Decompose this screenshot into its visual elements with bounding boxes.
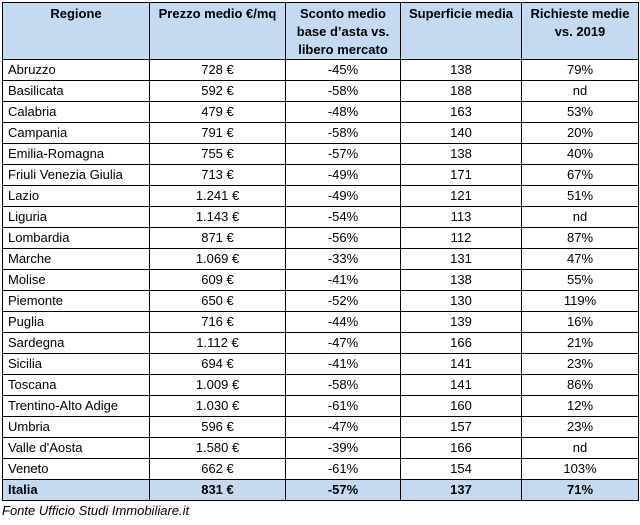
table-row [3,291,639,312]
cell-richieste: nd [522,438,639,459]
cell-superficie: 113 [401,207,522,228]
cell-regione: Molise [3,270,150,291]
cell-superficie: 138 [401,60,522,81]
cell-regione: Lazio [3,186,150,207]
cell-superficie: 138 [401,270,522,291]
data-table-container [2,2,638,501]
cell-sconto: -56% [286,228,401,249]
cell-prezzo: 831 € [150,480,286,501]
cell-regione: Umbria [3,417,150,438]
cell-regione: Abruzzo [3,60,150,81]
cell-superficie: 130 [401,291,522,312]
table-row [3,207,639,228]
cell-richieste: 79% [522,60,639,81]
cell-richieste: 20% [522,123,639,144]
cell-sconto: -58% [286,123,401,144]
cell-richieste: 53% [522,102,639,123]
cell-prezzo: 791 € [150,123,286,144]
cell-prezzo: 713 € [150,165,286,186]
table-row [3,270,639,291]
cell-superficie: 137 [401,480,522,501]
cell-richieste: 23% [522,354,639,375]
cell-sconto: -39% [286,438,401,459]
cell-sconto: -41% [286,354,401,375]
cell-prezzo: 728 € [150,60,286,81]
cell-regione: Marche [3,249,150,270]
cell-prezzo: 716 € [150,312,286,333]
cell-sconto: -49% [286,186,401,207]
table-header [3,3,639,60]
cell-superficie: 141 [401,354,522,375]
table-row [3,438,639,459]
cell-prezzo: 650 € [150,291,286,312]
cell-richieste: nd [522,207,639,228]
cell-sconto: -45% [286,60,401,81]
cell-richieste: 23% [522,417,639,438]
cell-sconto: -57% [286,480,401,501]
table-row [3,60,639,81]
cell-prezzo: 1.112 € [150,333,286,354]
cell-richieste: 67% [522,165,639,186]
cell-regione: Trentino-Alto Adige [3,396,150,417]
regional-price-table [2,2,639,501]
cell-richieste: 86% [522,375,639,396]
cell-superficie: 154 [401,459,522,480]
cell-richieste: 12% [522,396,639,417]
table-row [3,228,639,249]
cell-richieste: 55% [522,270,639,291]
cell-prezzo: 592 € [150,81,286,102]
table-row [3,144,639,165]
table-row [3,354,639,375]
header-prezzo-medio: Prezzo medio €/mq [150,3,286,60]
header-regione: Regione [3,3,150,60]
cell-sconto: -61% [286,396,401,417]
table-row [3,102,639,123]
cell-superficie: 139 [401,312,522,333]
total-row [3,480,639,501]
cell-regione: Basilicata [3,81,150,102]
cell-regione: Campania [3,123,150,144]
cell-sconto: -41% [286,270,401,291]
table-row [3,123,639,144]
cell-regione: Puglia [3,312,150,333]
header-superficie-media: Superficie media [401,3,522,60]
cell-superficie: 131 [401,249,522,270]
cell-richieste: 119% [522,291,639,312]
cell-prezzo: 1.241 € [150,186,286,207]
cell-prezzo: 1.580 € [150,438,286,459]
table-row [3,459,639,480]
cell-superficie: 157 [401,417,522,438]
cell-regione: Piemonte [3,291,150,312]
cell-regione: Calabria [3,102,150,123]
cell-superficie: 121 [401,186,522,207]
cell-prezzo: 609 € [150,270,286,291]
cell-prezzo: 662 € [150,459,286,480]
cell-richieste: 47% [522,249,639,270]
cell-prezzo: 755 € [150,144,286,165]
cell-superficie: 112 [401,228,522,249]
cell-sconto: -48% [286,102,401,123]
cell-regione: Emilia-Romagna [3,144,150,165]
table-row [3,375,639,396]
cell-prezzo: 479 € [150,102,286,123]
cell-sconto: -61% [286,459,401,480]
table-row [3,417,639,438]
table-row [3,81,639,102]
cell-superficie: 171 [401,165,522,186]
cell-sconto: -58% [286,81,401,102]
cell-regione: Sicilia [3,354,150,375]
cell-superficie: 188 [401,81,522,102]
cell-richieste: 103% [522,459,639,480]
cell-sconto: -47% [286,333,401,354]
cell-richieste: 21% [522,333,639,354]
cell-prezzo: 596 € [150,417,286,438]
cell-richieste: 16% [522,312,639,333]
table-row [3,186,639,207]
cell-prezzo: 871 € [150,228,286,249]
cell-richieste: 40% [522,144,639,165]
cell-regione: Valle d'Aosta [3,438,150,459]
cell-regione: Italia [3,480,150,501]
cell-superficie: 141 [401,375,522,396]
cell-regione: Toscana [3,375,150,396]
cell-regione: Liguria [3,207,150,228]
cell-regione: Sardegna [3,333,150,354]
header-sconto-medio: Sconto medio base d’asta vs. libero mercato [286,3,401,60]
cell-richieste: 51% [522,186,639,207]
cell-superficie: 166 [401,438,522,459]
cell-superficie: 163 [401,102,522,123]
source-note: Fonte Ufficio Studi Immobiliare.it [2,503,190,518]
cell-superficie: 140 [401,123,522,144]
header-richieste-medie: Richieste medie vs. 2019 [522,3,639,60]
cell-regione: Friuli Venezia Giulia [3,165,150,186]
table-body [3,60,639,501]
header-row [3,3,639,60]
cell-sconto: -52% [286,291,401,312]
table-row [3,396,639,417]
cell-prezzo: 1.030 € [150,396,286,417]
cell-sconto: -54% [286,207,401,228]
cell-prezzo: 1.069 € [150,249,286,270]
cell-superficie: 166 [401,333,522,354]
cell-sconto: -44% [286,312,401,333]
cell-sconto: -58% [286,375,401,396]
cell-richieste: 87% [522,228,639,249]
table-row [3,249,639,270]
cell-prezzo: 1.143 € [150,207,286,228]
cell-superficie: 138 [401,144,522,165]
cell-sconto: -49% [286,165,401,186]
cell-sconto: -57% [286,144,401,165]
cell-richieste: nd [522,81,639,102]
cell-sconto: -33% [286,249,401,270]
cell-sconto: -47% [286,417,401,438]
cell-prezzo: 694 € [150,354,286,375]
cell-richieste: 71% [522,480,639,501]
table-row [3,312,639,333]
cell-prezzo: 1.009 € [150,375,286,396]
cell-regione: Veneto [3,459,150,480]
table-row [3,333,639,354]
cell-superficie: 160 [401,396,522,417]
cell-regione: Lombardia [3,228,150,249]
table-row [3,165,639,186]
